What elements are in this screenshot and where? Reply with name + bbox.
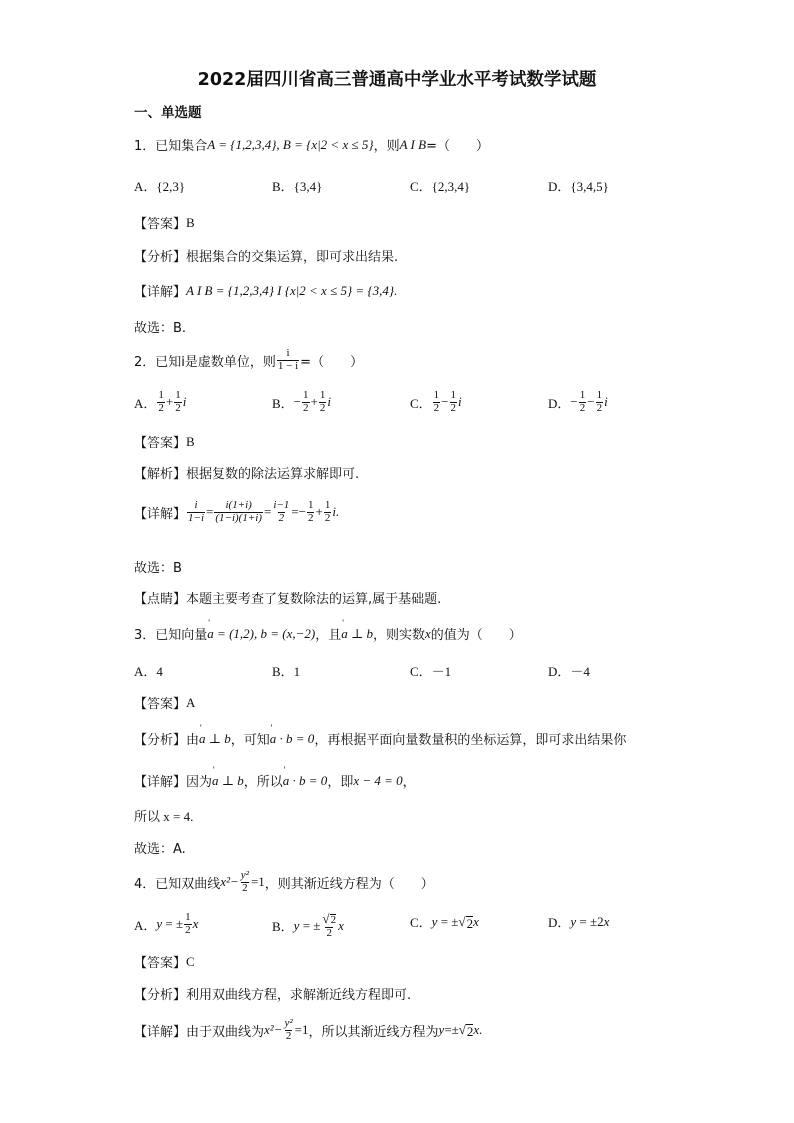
q3-stem: 3． 已知向量 ' a = (1,2), b = (x,−2) ，且 ' a ⊥ b ，则实数 x 的值为（ ）: [134, 624, 522, 643]
q1-stem: 1． 已知集合 A = {1,2,3,4}, B = {x|2 < x ≤ 5} ，则 A I B =（ ）: [134, 136, 489, 154]
q4-option-b: B． y = ± √ 2 2 x: [272, 911, 344, 939]
q2-analysis: 【解析】 根据复数的除法运算求解即可.: [134, 467, 360, 482]
q4-option-c: C． y = ± √ 2 x: [410, 913, 479, 931]
q2-fraction: $\frac{i}{1 - i}$: [277, 347, 299, 372]
q3-detail: 【详解】 因为 ' a ⊥ b ，所以 ' a · b = 0 ，即 x − 4 = 0 ，: [134, 771, 416, 790]
q3-option-b: B．1: [272, 664, 301, 679]
q2-option-d: D． − $\frac{1}{2}$ − $\frac{1}{2}$ i: [548, 389, 608, 414]
q1-detail: 【详解】 A I B = {1,2,3,4} I {x|2 < x ≤ 5} = {3,4}.: [134, 282, 398, 300]
q4-detail: 【详解】 由于双曲线为 x²− $\frac{\text{y²}}{2}$ =1 ，所以其渐近线方程为 y =± √ 2 x.: [134, 1017, 483, 1042]
q3-analysis: 【分析】 由 ' a ⊥ b ，可知 ' a · b = 0 ，再根据平面向量数量积的坐标运算，即可求出结果你: [134, 729, 626, 748]
q4-answer: 【答案】 C: [134, 953, 195, 971]
section-heading: 一、单选题: [134, 105, 202, 121]
q1-analysis: 【分析】 根据集合的交集运算，即可求出结果.: [134, 250, 399, 265]
q2-comment: 【点睛】 本题主要考查了复数除法的运算,属于基础题.: [134, 592, 442, 607]
q4-option-d: D． y = ±2 x: [548, 913, 610, 930]
q4-option-a: A． y = ± $\frac{1}{2}$ x: [134, 911, 199, 936]
q1-option-c: C．{2,3,4}: [410, 179, 471, 194]
q3-answer: 【答案】 A: [134, 694, 196, 712]
q2-option-c: C． $\frac{1}{2}$ − $\frac{1}{2}$ i: [410, 389, 462, 414]
q3-option-a: A．4: [134, 664, 163, 679]
q4-analysis: 【分析】 利用双曲线方程，求解渐近线方程即可.: [134, 988, 412, 1003]
q2-stem: 2． 已知i是虚数单位，则 $\frac{i}{1 - i}$ =（ ）: [134, 347, 364, 372]
q3-option-c: C．－1: [410, 664, 452, 679]
q1-conclusion: 故选：B.: [134, 321, 187, 336]
q2-answer: 【答案】 B: [134, 433, 195, 451]
q2-option-b: B． − $\frac{1}{2}$ + $\frac{1}{2}$ i: [272, 389, 331, 414]
q1-option-d: D．{3,4,5}: [548, 179, 609, 194]
q1-answer: 【答案】 B: [134, 214, 195, 232]
q2-conclusion: 故选：B: [134, 561, 182, 576]
q1-option-a: A．{2,3}: [134, 179, 186, 194]
q3-conclusion: 故选：A.: [134, 842, 186, 857]
page-title: 2022届四川省高三普通高中学业水平考试数学试题: [197, 70, 597, 90]
q1-option-b: B．{3,4}: [272, 179, 323, 194]
q2-option-a: A． $\frac{1}{2}$ + $\frac{1}{2}$ i: [134, 389, 187, 414]
q3-line2: 所以 x = 4.: [134, 809, 194, 824]
q3-option-d: D．－4: [548, 664, 590, 679]
q4-stem: 4． 已知双曲线 x²− $\frac{\text{y²}}{2}$ =1 ，则其渐近线方程为（ ）: [134, 869, 434, 894]
q2-detail: 【详解】 $\frac{i}{1-i}$ = $\frac{i(1+i)}{(1-i)(1+i)}$ = $\frac{i-1}{2}$ =− $\frac{1}{2}$ + $\frac{1}{2}$ i.: [134, 499, 340, 524]
